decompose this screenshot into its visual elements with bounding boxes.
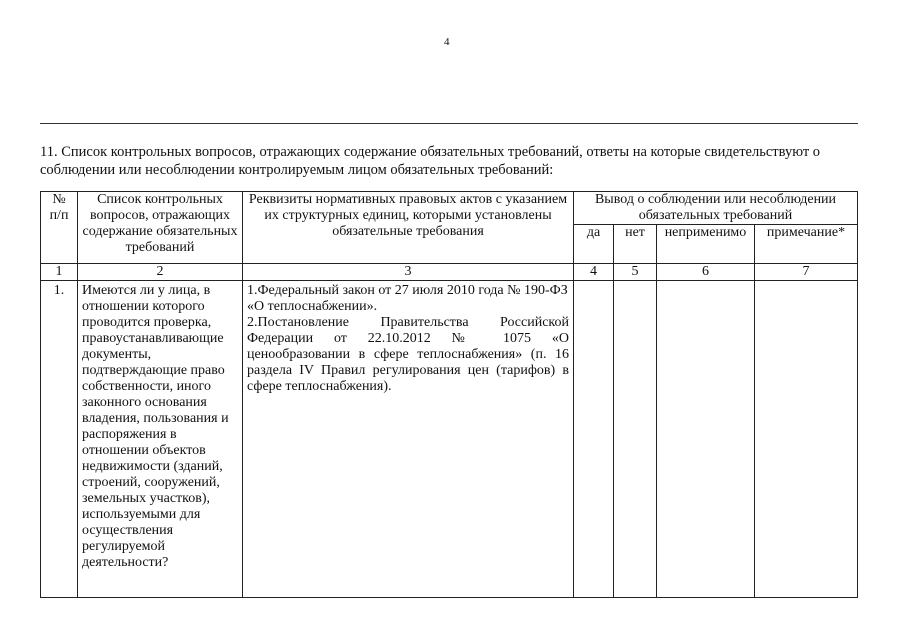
control-question: Имеются ли у лица, в отношении которого проводится проверка, правоустанавливающие документы, подтверждающие право собственности, иного законного основания владения, пользования и распоряжения в отношении объектов недвижимости (зданий, строений, сооружений, земельных участков), используемыми для осуществления регулируемой деятельности? — [78, 281, 243, 598]
requisite-item: 2.Постановление Правительства Российской Федерации от 22.10.2012 № 1075 «О ценообразовании в сфере теплоснабжения» (п. 16 раздела IV Правил регулирования цен (тарифов) в сфере теплоснабжения). — [247, 315, 569, 394]
header-yes: да — [574, 225, 614, 264]
column-number: 5 — [614, 264, 657, 281]
column-number-row — [41, 264, 858, 281]
header-not-applicable: неприменимо — [657, 225, 755, 264]
checklist-table — [40, 191, 858, 598]
header-row — [41, 192, 858, 225]
column-number: 2 — [78, 264, 243, 281]
header-no: нет — [614, 225, 657, 264]
header-requisites: Реквизиты нормативных правовых актов с указанием их структурных единиц, которыми установлены обязательные требования — [243, 192, 574, 264]
column-number: 1 — [41, 264, 78, 281]
header-conclusion-group: Вывод о соблюдении или несоблюдении обязательных требований — [574, 192, 858, 225]
section-heading: 11. Список контрольных вопросов, отражающих содержание обязательных требований, ответы на которые свидетельствуют о соблюдении или несоблюдении контролируемым лицом обязательных требований: — [40, 144, 821, 178]
page-number: 4 — [444, 36, 450, 48]
requisite-item: 1.Федеральный закон от 27 июля 2010 года № 190-ФЗ «О теплоснабжении». — [247, 283, 568, 314]
answer-no-cell[interactable] — [614, 281, 657, 598]
legal-requisites — [243, 281, 574, 598]
column-number: 3 — [243, 264, 574, 281]
header-note: примечание* — [755, 225, 858, 264]
column-number: 4 — [574, 264, 614, 281]
column-number: 7 — [755, 264, 858, 281]
row-number: 1. — [41, 281, 78, 598]
column-number: 6 — [657, 264, 755, 281]
answer-note-cell[interactable] — [755, 281, 858, 598]
answer-yes-cell[interactable] — [574, 281, 614, 598]
answer-not-applicable-cell[interactable] — [657, 281, 755, 598]
header-rule — [40, 123, 858, 124]
header-num: № п/п — [41, 192, 78, 264]
table-row — [41, 281, 858, 598]
header-questions: Список контрольных вопросов, отражающих содержание обязательных требований — [78, 192, 243, 264]
